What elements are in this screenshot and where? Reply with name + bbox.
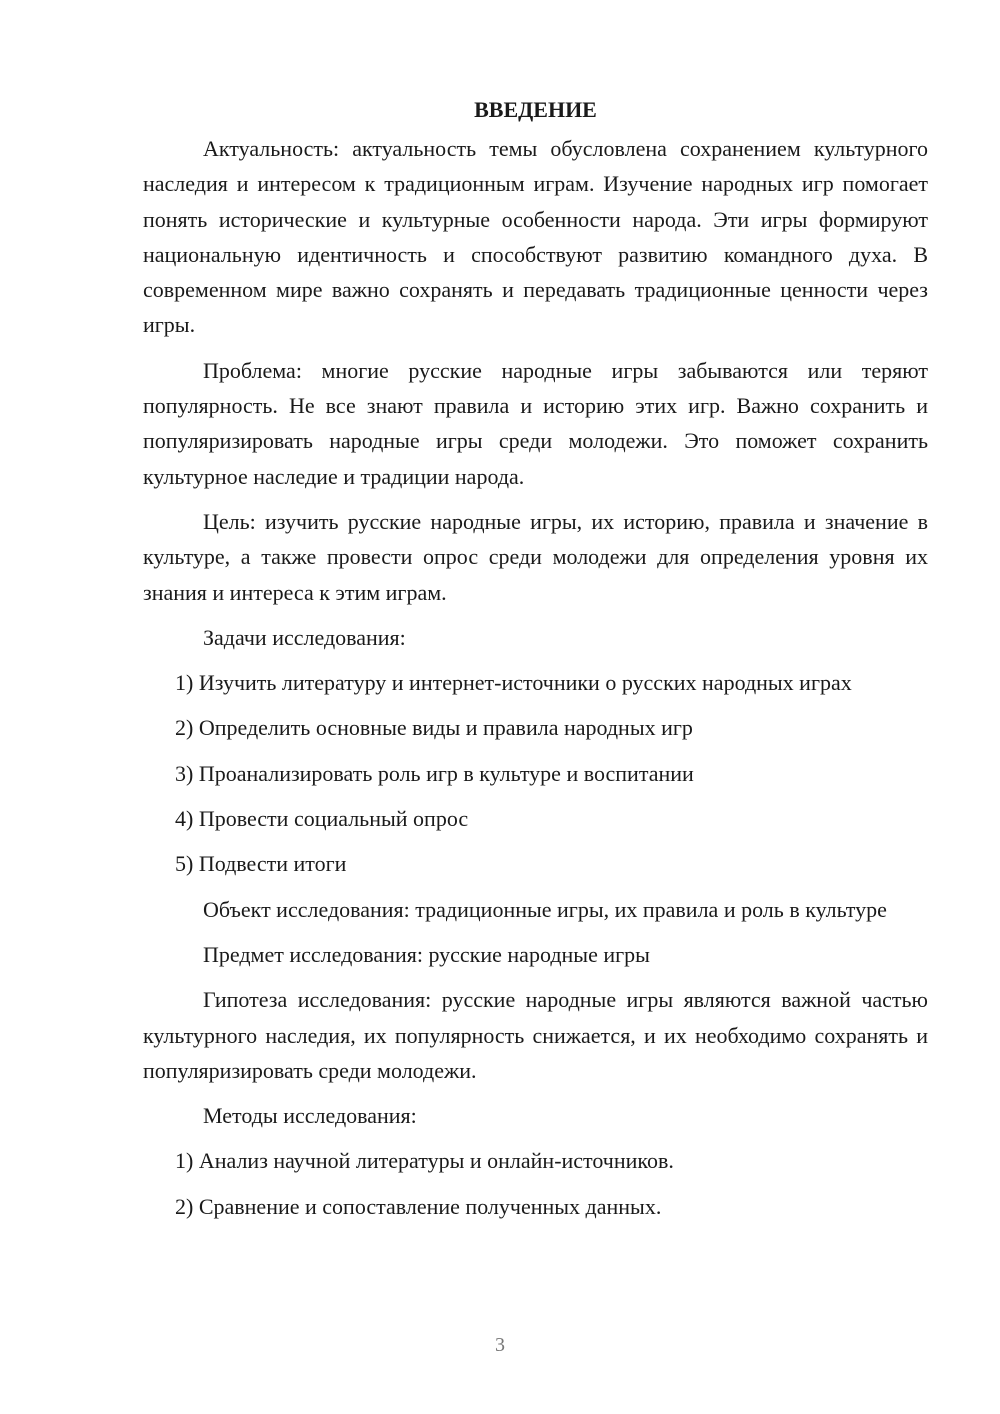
- methods-heading: Методы исследования:: [203, 1103, 417, 1129]
- tasks-heading: Задачи исследования:: [203, 624, 406, 650]
- task-item: 2) Определить основные виды и правила народных игр: [175, 715, 693, 741]
- hypothesis-paragraph: Гипотеза исследования: русские народные игры являются важной частью культурного наследия, их популярность снижается, и их необходимо сохранять и популяризировать среди молодежи.: [143, 987, 928, 1083]
- relevance-paragraph: Актуальность: актуальность темы обусловлена сохранением культурного наследия и интересом к традиционным играм. Изучение народных игр помогает понять исторические и культурные особенности народа. Эти игры формируют национальную идентичность и способствуют развитию командного духа. В современном мире важно сохранять и передавать традиционные ценности через игры.: [143, 136, 928, 338]
- goal-paragraph: Цель: изучить русские народные игры, их историю, правила и значение в культуре, а также провести опрос среди молодежи для определения уровня их знания и интереса к этим играм.: [143, 508, 928, 605]
- task-item: 3) Проанализировать роль игр в культуре и воспитании: [175, 760, 694, 786]
- task-item: 5) Подвести итоги: [175, 851, 347, 877]
- problem-paragraph: Проблема: многие русские народные игры забываются или теряют популярность. Не все знают правила и историю этих игр. Важно сохранить и популяризировать народные игры среди молодежи. Это поможет сохранить культурное наследие и традиции народа.: [143, 357, 928, 489]
- subject-paragraph: Предмет исследования: русские народные игры: [203, 941, 650, 967]
- document-page: [143, 92, 928, 1234]
- page-number: 3: [495, 1334, 505, 1356]
- document-title: ВВЕДЕНИЕ: [474, 97, 597, 122]
- task-item: 4) Провести социальный опрос: [175, 806, 469, 832]
- method-item: 2) Сравнение и сопоставление полученных данных.: [175, 1193, 662, 1219]
- method-item: 1) Анализ научной литературы и онлайн-источников.: [175, 1148, 674, 1174]
- task-item: 1) Изучить литературу и интернет-источники о русских народных играх: [175, 670, 852, 696]
- object-paragraph: Объект исследования: традиционные игры, их правила и роль в культуре: [203, 896, 887, 922]
